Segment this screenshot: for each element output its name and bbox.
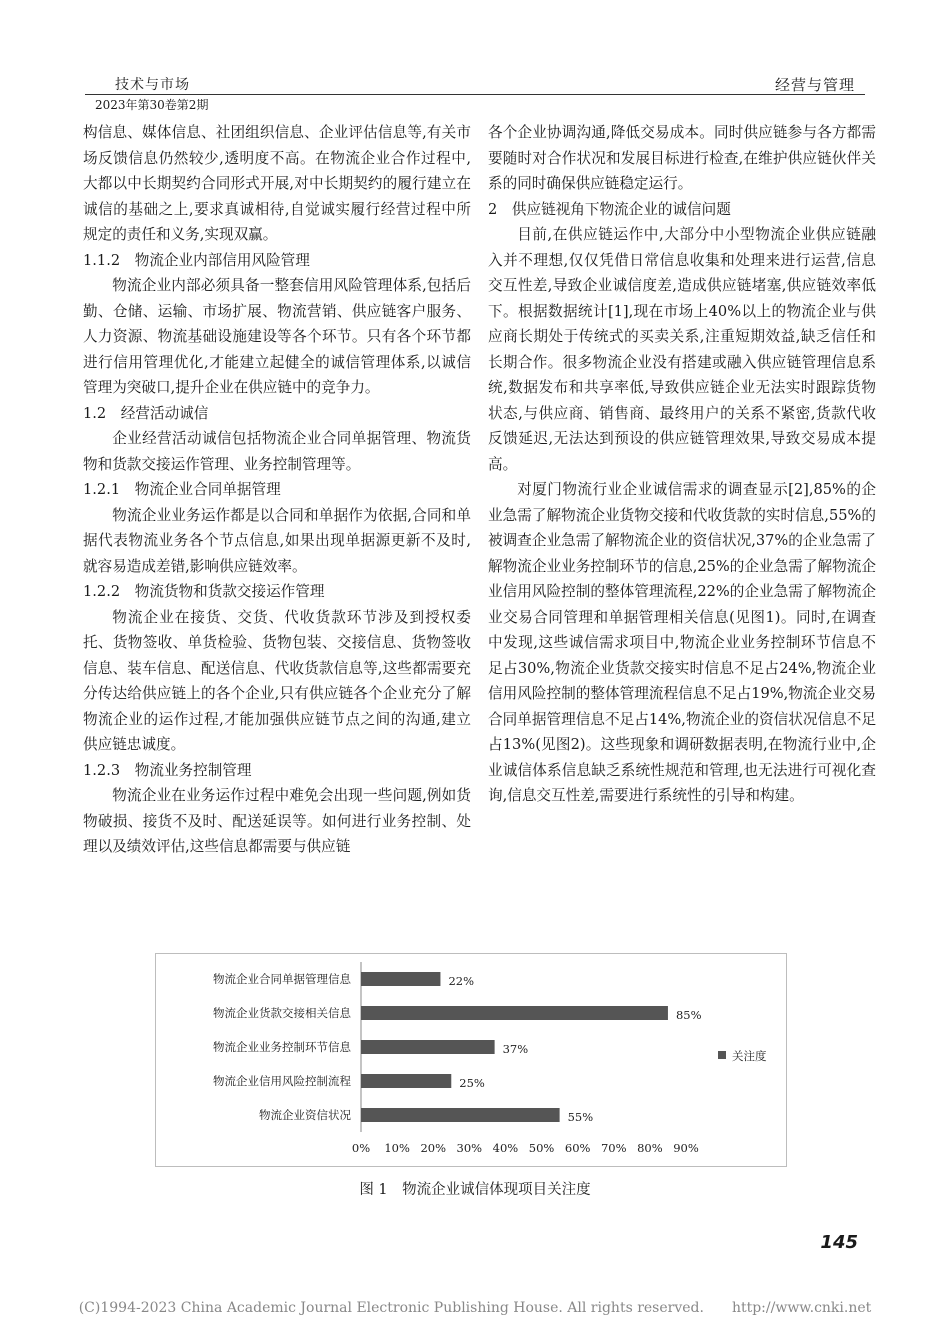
bar-chart <box>156 954 786 1166</box>
copyright-footer: (C)1994-2023 China Academic Journal Electronic Publishing House. All rights reserved. http://www.cnki.net <box>78 1300 872 1316</box>
issue-info: 2023年第30卷第2期 <box>95 98 209 112</box>
paragraph: 各个企业协调沟通,降低交易成本。同时供应链参与各方都需要随时对合作状况和发展目标进行检查,在维护供应链伙伴关系的同时确保供应链稳定运行。 <box>488 124 876 192</box>
x-tick-label: 90% <box>673 1141 699 1155</box>
section-heading: 1.2.2 物流货物和货款交接运作管理 <box>83 583 325 600</box>
header-rule <box>85 94 865 95</box>
legend-label: 关注度 <box>732 1049 767 1063</box>
data-label: 25% <box>459 1076 485 1090</box>
paragraph: 企业经营活动诚信包括物流企业合同单据管理、物流货物和货款交接运作管理、业务控制管理等。 <box>83 430 471 473</box>
bar <box>361 1040 495 1054</box>
data-label: 55% <box>567 1110 594 1124</box>
x-tick-label: 60% <box>564 1141 591 1155</box>
category-label: 物流企业合同单据管理信息 <box>213 972 351 986</box>
section-heading: 1.1.2 物流企业内部信用风险管理 <box>83 251 310 269</box>
x-tick-label: 10% <box>384 1141 410 1155</box>
section-heading: 1.2.1 物流企业合同单据管理 <box>83 481 281 498</box>
bar <box>361 1074 451 1088</box>
x-tick-label: 20% <box>420 1141 447 1155</box>
bar <box>361 972 440 986</box>
figure-1-chart <box>155 953 787 1167</box>
section-heading: 2 供应链视角下物流企业的诚信问题 <box>488 200 731 218</box>
x-tick-label: 30% <box>456 1141 483 1155</box>
journal-name: 技术与市场 <box>115 77 190 93</box>
section-heading: 1.2.3 物流业务控制管理 <box>83 761 252 779</box>
x-tick-label: 50% <box>528 1141 555 1155</box>
x-tick-label: 80% <box>637 1141 663 1155</box>
paragraph: 物流企业业务运作都是以合同和单据作为依据,合同和单据代表物流业务各个节点信息,如果出现单据源更新不及时,就容易造成差错,影响供应链效率。 <box>83 506 471 575</box>
data-label: 37% <box>502 1042 529 1056</box>
paragraph: 构信息、媒体信息、社团组织信息、企业评估信息等,有关市场反馈信息仍然较少,透明度不高。在物流企业合作过程中,大都以中长期契约合同形式开展,对中长期契约的履行建立在诚信的基础之上,要求真诚相待,自觉诚实履行经营过程中所规定的责任和义务,实现双赢。 <box>83 124 471 243</box>
section-heading: 1.2 经营活动诚信 <box>83 404 209 422</box>
data-label: 85% <box>675 1008 702 1022</box>
section-name: 经营与管理 <box>774 76 855 94</box>
paragraph: 目前,在供应链运作中,大部分中小型物流企业供应链融入并不理想,仅仅凭借日常信息收集和处理来进行运营,信息交互性差,导致企业诚信度差,造成供应链堵塞,供应链效率低下。根据数据统计[1],现在市场上40%以上的物流企业与供应商长期处于传统式的买卖关系,注重短期效益,缺乏信任和长期合作。很多物流企业没有搭建或融入供应链管理信息系统,数据发布和共享率低,导致供应链企业无法实时跟踪货物状态,与供应商、销售商、最终用户的关系不紧密,货款代收反馈延迟,无法达到预设的供应链管理效果,导致交易成本提高。 <box>488 226 876 473</box>
x-tick-label: 40% <box>492 1141 519 1155</box>
bar <box>361 1108 560 1122</box>
bar <box>361 1006 668 1020</box>
paragraph: 对厦门物流行业企业诚信需求的调查显示[2],85%的企业急需了解物流企业货物交接和代收货款的实时信息,55%的被调查企业急需了解物流企业的资信状况,37%的企业急需了解物流企业业务控制环节的信息,25%的企业急需了解物流企业信用风险控制的整体管理流程,22%的企业急需了解物流企业交易合同管理和单据管理相关信息(见图1)。同时,在调查中发现,这些诚信需求项目中,物流企业业务控制环节信息不足占30%,物流企业货款交接实时信息不足占24%,物流企业信用风险控制的整体管理流程信息不足占19%,物流企业交易合同单据管理信息不足占14%,物流企业的资信状况信息不足占13%(见图2)。这些现象和调研数据表明,在物流行业中,企业诚信体系信息缺乏系统性规范和管理,也无法进行可视化查询,信息交互性差,需要进行系统性的引导和构建。 <box>488 481 876 804</box>
paragraph: 物流企业内部必须具备一整套信用风险管理体系,包括后勤、仓储、运输、市场扩展、物流营销、供应链客户服务、人力资源、物流基础设施建设等各个环节。只有各个环节都进行信用管理优化,才能建立起健全的诚信管理体系,以诚信管理为突破口,提升企业在供应链中的竞争力。 <box>83 277 471 396</box>
category-label: 物流企业资信状况 <box>259 1108 351 1122</box>
figure-caption: 图 1 物流企业诚信体现项目关注度 <box>359 1182 591 1198</box>
legend-swatch <box>718 1051 726 1059</box>
category-label: 物流企业业务控制环节信息 <box>213 1040 351 1054</box>
page-number: 145 <box>820 1232 858 1253</box>
paragraph: 物流企业在业务运作过程中难免会出现一些问题,例如货物破损、接货不及时、配送延误等。如何进行业务控制、处理以及绩效评估,这些信息都需要与供应链 <box>83 787 471 855</box>
left-column <box>83 120 471 860</box>
x-tick-label: 0% <box>351 1141 371 1155</box>
paragraph: 物流企业在接货、交货、代收货款环节涉及到授权委托、货物签收、单货检验、货物包装、交接信息、货物签收信息、装车信息、配送信息、代收货款信息等,这些都需要充分传达给供应链上的各个企业,只有供应链各个企业充分了解物流企业的运作过程,才能加强供应链节点之间的沟通,建立供应链忠诚度。 <box>83 608 471 753</box>
x-tick-label: 70% <box>600 1141 627 1155</box>
right-column <box>488 120 876 809</box>
category-label: 物流企业货款交接相关信息 <box>213 1006 351 1020</box>
category-label: 物流企业信用风险控制流程 <box>213 1074 351 1088</box>
data-label: 22% <box>448 974 475 988</box>
